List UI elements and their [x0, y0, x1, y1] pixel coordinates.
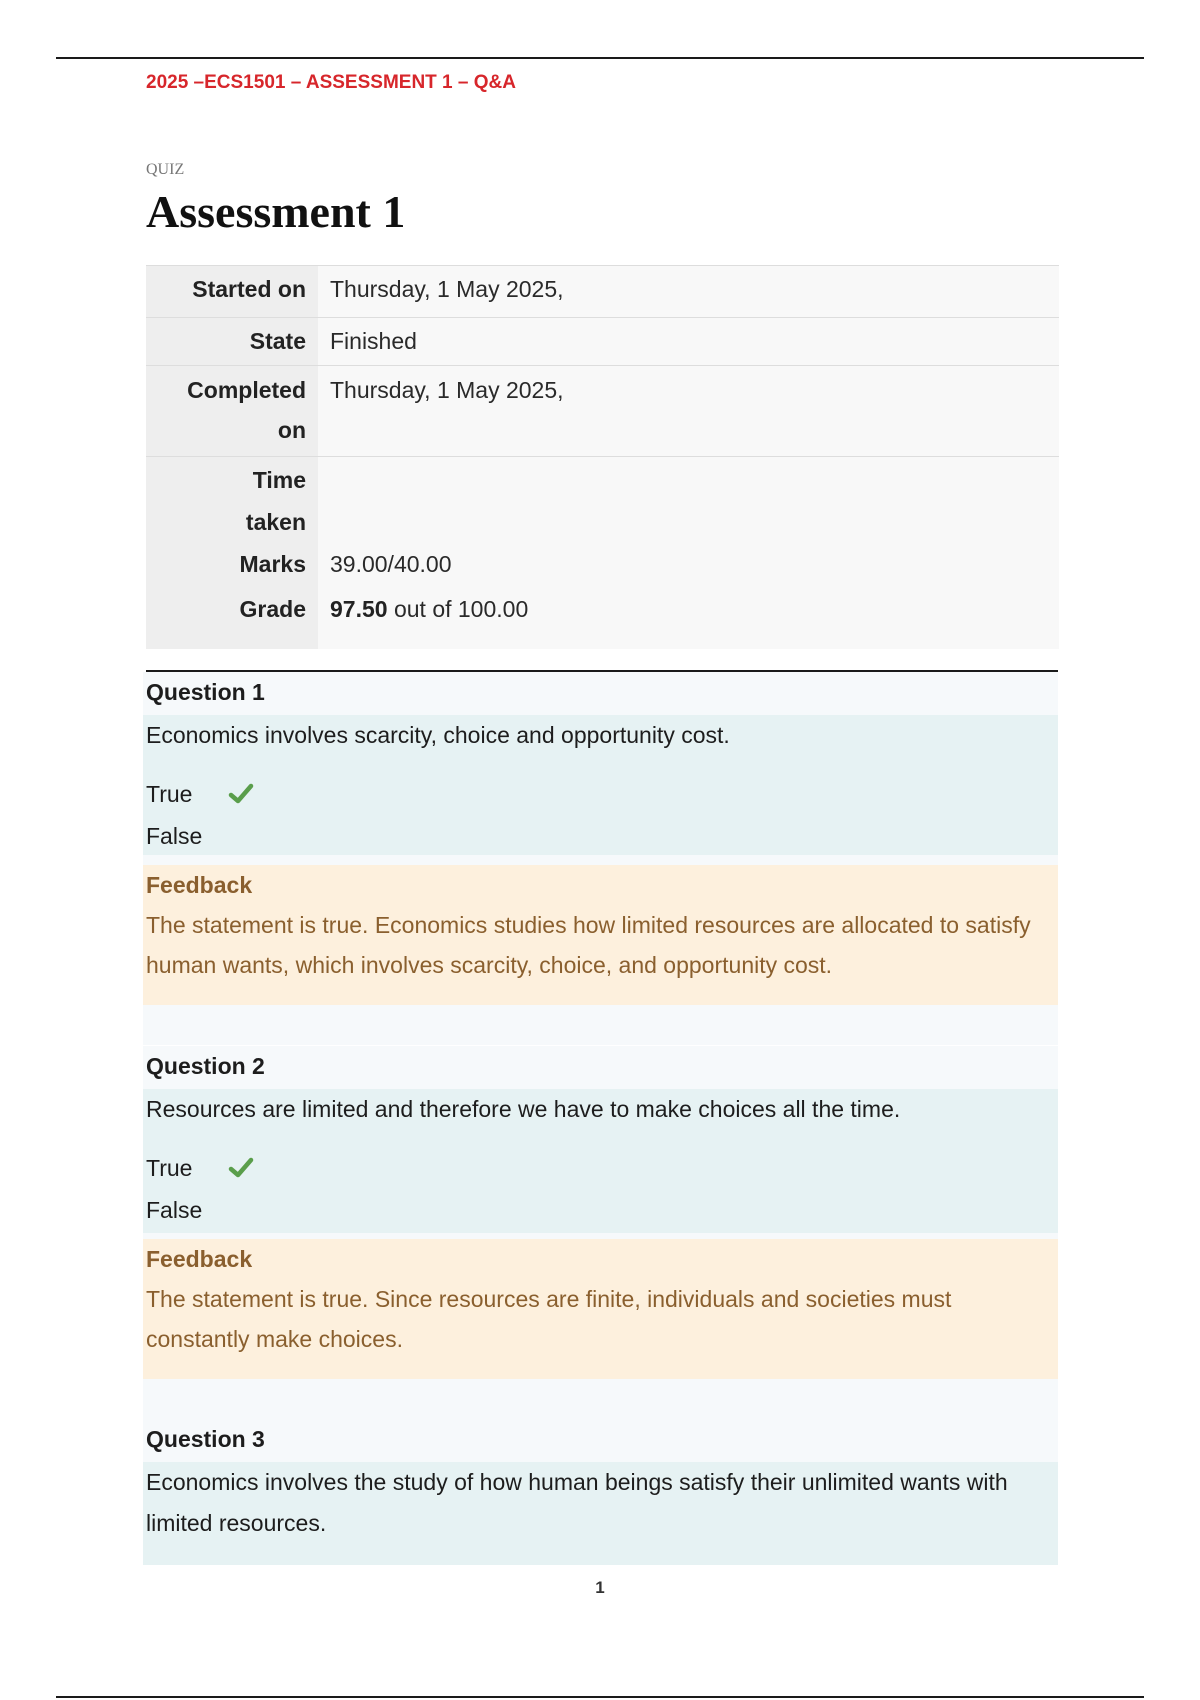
grade-score: 97.50 — [330, 596, 388, 622]
started-on-label: Started on — [146, 266, 318, 318]
completed-label-line2: on — [277, 417, 306, 443]
question-2-text: Resources are limited and therefore we have to make choices all the time. — [146, 1096, 901, 1122]
question-2-body — [143, 1089, 1058, 1233]
time-label-line2: taken — [245, 509, 306, 535]
page-number: 1 — [595, 1578, 605, 1597]
grade-label: Grade — [146, 589, 318, 649]
state-label: State — [146, 318, 318, 366]
started-on-value: Thursday, 1 May 2025, — [318, 266, 1059, 318]
bottom-rule — [56, 1696, 1144, 1698]
option-label: True — [146, 1154, 193, 1181]
check-icon — [228, 781, 254, 807]
summary-row-marks — [146, 544, 1059, 589]
page-title: Assessment 1 — [146, 186, 406, 237]
question-3-body — [143, 1462, 1058, 1565]
question-3-text: Economics involves the study of how human beings satisfy their unlimited wants with limited resources. — [146, 1469, 1008, 1536]
summary-row-grade — [146, 589, 1059, 649]
question-2-title: Question 2 — [143, 1046, 1058, 1089]
question-1-title: Question 1 — [143, 672, 1058, 715]
summary-row-time — [146, 457, 1059, 545]
feedback-text: The statement is true. Economics studies how limited resources are allocated to satisfy human wants, which involves scarcity, choice, and opportunity cost. — [146, 912, 1031, 978]
question-3-title: Question 3 — [143, 1419, 1058, 1462]
question-2 — [143, 1046, 1058, 1419]
question-1-text: Economics involves scarcity, choice and opportunity cost. — [146, 722, 730, 748]
state-value: Finished — [318, 318, 1059, 366]
spacer — [143, 1005, 1058, 1045]
completed-on-value: Thursday, 1 May 2025, — [318, 366, 1059, 457]
summary-row-started — [146, 266, 1059, 318]
option-label: False — [146, 822, 203, 849]
summary-row-completed — [146, 366, 1059, 457]
quiz-label: QUIZ — [146, 161, 185, 178]
question-3 — [143, 1419, 1058, 1565]
time-taken-value — [318, 457, 1059, 545]
question-1 — [143, 672, 1058, 1045]
option-label: False — [146, 1196, 203, 1223]
option-label: True — [146, 780, 193, 807]
question-1-option-false[interactable] — [146, 815, 1058, 857]
document-header: 2025 –ECS1501 – ASSESSMENT 1 – Q&A — [146, 72, 516, 93]
question-2-option-false[interactable] — [146, 1189, 1058, 1231]
question-2-option-true[interactable] — [146, 1147, 1058, 1189]
question-1-feedback — [143, 865, 1058, 1005]
attempt-summary-table — [146, 265, 1059, 649]
spacer — [143, 1379, 1058, 1419]
feedback-title: Feedback — [146, 872, 253, 898]
completed-on-label — [146, 366, 318, 457]
check-icon — [228, 1155, 254, 1181]
summary-row-state — [146, 318, 1059, 366]
grade-out-of: out of 100.00 — [387, 596, 529, 622]
question-1-body — [143, 715, 1058, 855]
question-2-feedback — [143, 1239, 1058, 1379]
feedback-text: The statement is true. Since resources are finite, individuals and societies must constantly make choices. — [146, 1286, 952, 1352]
marks-value: 39.00/40.00 — [318, 544, 1059, 589]
grade-value — [318, 589, 1059, 649]
top-rule — [56, 57, 1144, 59]
time-label-line1: Time — [252, 467, 306, 493]
time-taken-label — [146, 457, 318, 545]
spacer — [143, 855, 1058, 865]
marks-label: Marks — [146, 544, 318, 589]
question-1-option-true[interactable] — [146, 773, 1058, 815]
feedback-title: Feedback — [146, 1246, 253, 1272]
completed-label-line1: Completed — [187, 377, 306, 403]
